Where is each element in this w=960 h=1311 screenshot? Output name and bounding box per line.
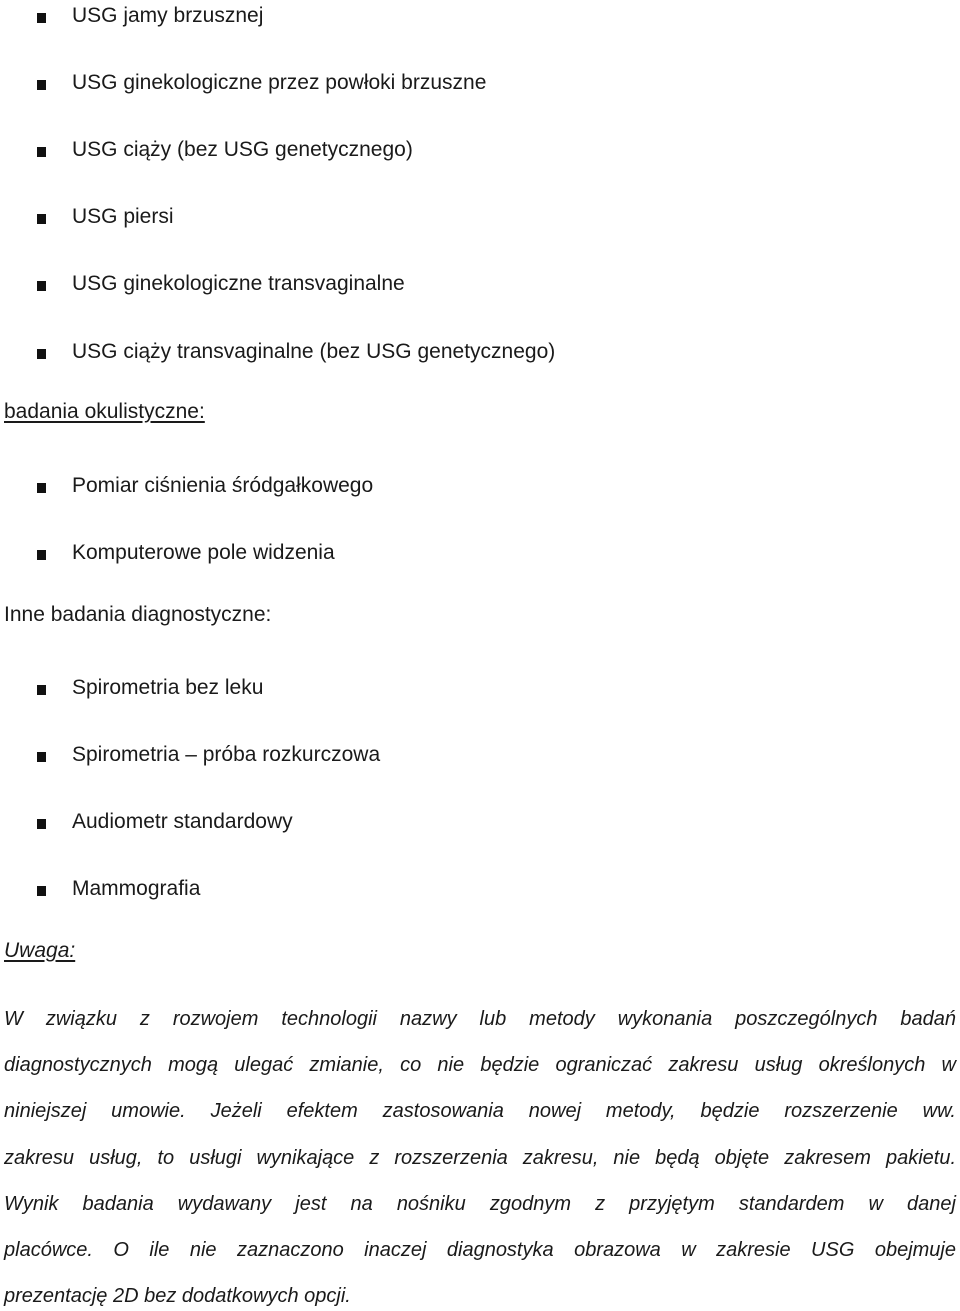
note-line: placówce. O ile nie zaznaczono inaczej diagnostyka obrazowa w zakresie USG obejmuje (4, 1239, 956, 1261)
note-line: diagnostycznych mogą ulegać zmianie, co nie będzie ograniczać zakresu usług określonych w (4, 1054, 956, 1076)
list-item-text: Audiometr standardowy (72, 810, 293, 833)
list-item-text: Mammografia (72, 877, 201, 900)
list-item-text: USG ginekologiczne przez powłoki brzuszne (72, 71, 487, 94)
note-line: Wynik badania wydawany jest na nośniku zgodnym z przyjętym standardem w danej (4, 1193, 956, 1215)
square-bullet-icon (37, 819, 46, 829)
list-item (0, 877, 900, 910)
list-item (0, 272, 900, 305)
square-bullet-icon (37, 147, 46, 157)
list-item-text: USG ciąży (bez USG genetycznego) (72, 138, 413, 161)
list-item (0, 205, 900, 238)
list-item-text: USG ciąży transvaginalne (bez USG genetycznego) (72, 340, 556, 363)
square-bullet-icon (37, 886, 46, 896)
list-item-text: USG piersi (72, 205, 174, 228)
square-bullet-icon (37, 13, 46, 23)
list-item (0, 743, 900, 776)
square-bullet-icon (37, 550, 46, 560)
list-item-text: USG jamy brzusznej (72, 4, 264, 27)
square-bullet-icon (37, 685, 46, 695)
list-item-text: Pomiar ciśnienia śródgałkowego (72, 474, 374, 497)
list-item (0, 340, 900, 373)
list-item (0, 810, 900, 843)
section-heading-eye: badania okulistyczne: (4, 400, 205, 423)
list-item-text: Komputerowe pole widzenia (72, 541, 335, 564)
square-bullet-icon (37, 752, 46, 762)
section-heading-other: Inne badania diagnostyczne: (4, 603, 272, 626)
note-line: prezentację 2D bez dodatkowych opcji. (4, 1285, 351, 1307)
list-item (0, 541, 900, 574)
list-item-text: Spirometria – próba rozkurczowa (72, 743, 381, 766)
note-line: W związku z rozwojem technologii nazwy lub metody wykonania poszczególnych badań (4, 1008, 956, 1030)
note-line: zakresu usług, to usługi wynikające z rozszerzenia zakresu, nie będą objęte zakresem pakietu. (4, 1147, 956, 1169)
square-bullet-icon (37, 349, 46, 359)
list-item (0, 676, 900, 709)
square-bullet-icon (37, 80, 46, 90)
list-item (0, 4, 900, 37)
square-bullet-icon (37, 281, 46, 291)
list-item (0, 138, 900, 171)
note-line: niniejszej umowie. Jeżeli efektem zastosowania nowej metody, będzie rozszerzenie ww. (4, 1100, 956, 1122)
list-item-text: Spirometria bez leku (72, 676, 264, 699)
note-heading: Uwaga: (4, 939, 76, 962)
list-item (0, 474, 900, 507)
square-bullet-icon (37, 214, 46, 224)
list-item-text: USG ginekologiczne transvaginalne (72, 272, 405, 295)
list-item (0, 71, 900, 104)
square-bullet-icon (37, 483, 46, 493)
